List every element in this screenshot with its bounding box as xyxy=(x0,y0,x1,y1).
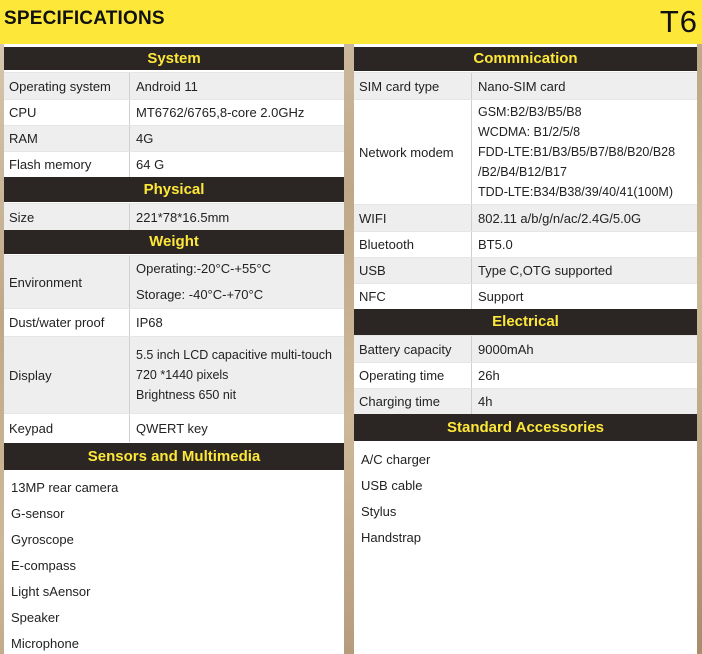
display-brightness: Brightness 650 nit xyxy=(136,388,237,402)
spec-value xyxy=(130,337,332,413)
spec-label: Bluetooth xyxy=(354,232,472,257)
list-item: Speaker xyxy=(11,610,60,625)
spec-label: Flash memory xyxy=(4,152,130,177)
spec-label: CPU xyxy=(4,100,130,125)
spec-row-wifi xyxy=(354,204,697,231)
spec-row-operating-time xyxy=(354,362,697,388)
operating-temp: Operating:-20°C-+55°C xyxy=(136,261,272,276)
spec-label: RAM xyxy=(4,126,130,151)
storage-temp: Storage: -40°C-+70°C xyxy=(136,287,264,302)
right-spec-column xyxy=(354,44,697,654)
spec-value xyxy=(130,256,271,308)
list-item: E-compass xyxy=(11,558,77,573)
section-header-accessories: Standard Accessories xyxy=(354,414,697,441)
display-resolution: 720 *1440 pixels xyxy=(136,368,229,382)
list-item: A/C charger xyxy=(361,452,431,467)
list-item: Microphone xyxy=(11,636,79,651)
spec-row-flash-memory xyxy=(4,151,344,177)
spec-value: 802.11 a/b/g/n/ac/2.4G/5.0G xyxy=(478,210,642,226)
spec-label: Environment xyxy=(4,256,130,308)
section-header-communication: Commnication xyxy=(354,47,697,71)
modem-band-line: FDD-LTE:B1/B3/B5/B7/B8/B20/B28 xyxy=(478,145,676,159)
modem-band-line: GSM:B2/B3/B5/B8 xyxy=(478,105,582,119)
section-header-weight: Weight xyxy=(4,230,344,254)
spec-row-battery-capacity xyxy=(354,335,697,362)
spec-row-ram xyxy=(4,125,344,151)
modem-band-line: WCDMA: B1/2/5/8 xyxy=(478,125,581,139)
spec-row-dust-water-proof xyxy=(4,308,344,336)
spec-row-nfc xyxy=(354,283,697,309)
spec-value: IP68 xyxy=(136,315,163,330)
spec-value xyxy=(472,100,675,204)
spec-row-network-modem xyxy=(354,99,697,204)
list-item: 13MP rear camera xyxy=(11,480,119,495)
spec-label: Keypad xyxy=(4,414,130,442)
spec-label: SIM card type xyxy=(354,73,472,99)
display-size: 5.5 inch LCD capacitive multi-touch xyxy=(136,348,332,362)
list-item: Light sAensor xyxy=(11,584,91,599)
spec-value: Android 11 xyxy=(136,78,198,94)
spec-label: Network modem xyxy=(354,100,472,204)
spec-row-environment xyxy=(4,255,344,308)
spec-value: MT6762/6765,8-core 2.0GHz xyxy=(136,105,305,120)
section-header-system: System xyxy=(4,47,344,70)
spec-row-operating-system xyxy=(4,72,344,99)
spec-label: WIFI xyxy=(354,205,472,231)
spec-value: 64 G xyxy=(136,157,165,172)
spec-label: Operating system xyxy=(4,73,130,99)
spec-value: 4h xyxy=(478,394,493,409)
left-spec-column xyxy=(4,44,344,654)
spec-value: BT5.0 xyxy=(478,237,513,252)
list-item: Stylus xyxy=(361,504,397,519)
spec-label: Operating time xyxy=(354,363,472,388)
spec-label: Size xyxy=(4,204,130,230)
spec-label: NFC xyxy=(354,284,472,309)
section-header-sensors: Sensors and Multimedia xyxy=(4,443,344,470)
spec-row-sim-card-type xyxy=(354,72,697,99)
modem-band-line: TDD-LTE:B34/B38/39/40/41(100M) xyxy=(478,185,674,199)
list-item: USB cable xyxy=(361,478,423,493)
spec-row-display xyxy=(4,336,344,413)
title-bar xyxy=(0,0,702,44)
section-header-physical: Physical xyxy=(4,177,344,202)
spec-row-cpu xyxy=(4,99,344,125)
spec-value: Nano-SIM card xyxy=(478,78,566,94)
spec-value: QWERT key xyxy=(136,420,208,436)
spec-row-bluetooth xyxy=(354,231,697,257)
spec-row-size xyxy=(4,203,344,230)
spec-value: 4G xyxy=(136,131,154,146)
list-item: Handstrap xyxy=(361,530,421,545)
spec-label: Charging time xyxy=(354,389,472,414)
spec-label: USB xyxy=(354,258,472,283)
spec-label: Dust/water proof xyxy=(4,309,130,336)
spec-label: Battery capacity xyxy=(354,336,472,362)
list-item: Gyroscope xyxy=(11,532,74,547)
spec-row-charging-time xyxy=(354,388,697,414)
spec-label: Display xyxy=(4,337,130,413)
list-item: G-sensor xyxy=(11,506,65,521)
spec-value: 9000mAh xyxy=(478,341,534,357)
spec-value: 26h xyxy=(478,368,500,383)
modem-band-line: /B2/B4/B12/B17 xyxy=(478,165,567,179)
spec-value: Support xyxy=(478,289,524,304)
spec-row-usb xyxy=(354,257,697,283)
page-title: SPECIFICATIONS xyxy=(4,8,165,29)
spec-row-keypad xyxy=(4,413,344,442)
section-header-electrical: Electrical xyxy=(354,309,697,335)
spec-value: 221*78*16.5mm xyxy=(136,209,230,225)
model-name: T6 xyxy=(659,4,698,39)
spec-value: Type C,OTG supported xyxy=(478,263,613,278)
